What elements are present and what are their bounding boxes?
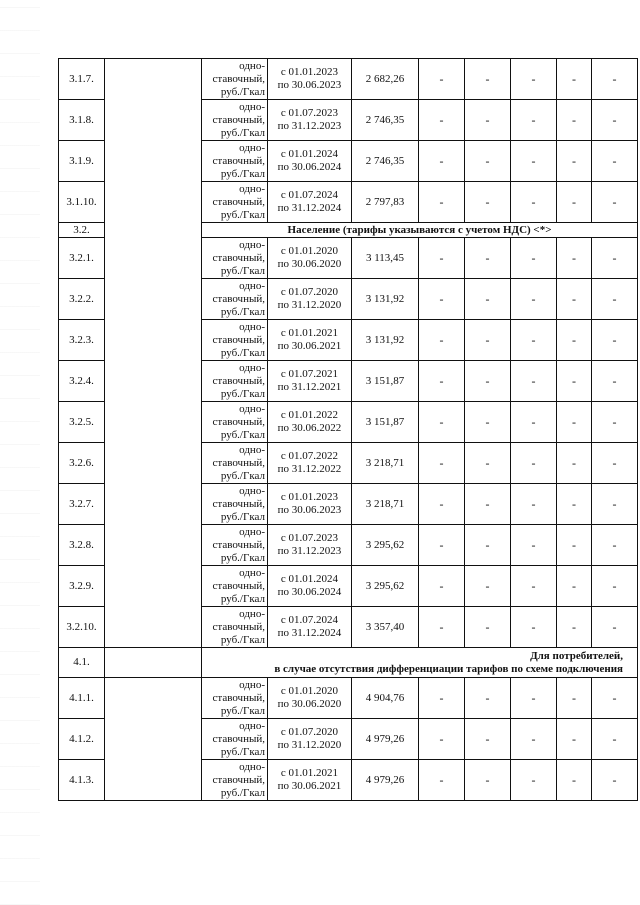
tariff-unit bbox=[202, 320, 268, 361]
unit-line: одно- bbox=[239, 402, 265, 415]
tariff-unit bbox=[202, 760, 268, 801]
row-number: 3.2.4. bbox=[59, 361, 105, 402]
empty-dash-cell: - bbox=[592, 484, 638, 525]
unit-line: одно- bbox=[239, 760, 265, 773]
row-number: 3.2.2. bbox=[59, 279, 105, 320]
period-end: по 30.06.2023 bbox=[277, 79, 342, 91]
period-start: с 01.01.2023 bbox=[280, 491, 339, 503]
unit-line: одно- bbox=[239, 279, 265, 292]
period-end: по 30.06.2023 bbox=[277, 504, 342, 516]
unit-line: одно- bbox=[239, 100, 265, 113]
empty-dash-cell: - bbox=[511, 59, 557, 100]
empty-dash-cell: - bbox=[419, 678, 465, 719]
tariff-value: 3 218,71 bbox=[352, 443, 419, 484]
unit-line: одно- bbox=[239, 361, 265, 374]
period-end: по 30.06.2024 bbox=[277, 586, 342, 598]
empty-dash-cell: - bbox=[511, 402, 557, 443]
empty-dash-cell: - bbox=[557, 59, 592, 100]
empty-dash-cell: - bbox=[465, 402, 511, 443]
empty-dash-cell: - bbox=[511, 484, 557, 525]
empty-dash-cell: - bbox=[557, 607, 592, 648]
empty-dash-cell: - bbox=[592, 141, 638, 182]
row-number: 3.2.9. bbox=[59, 566, 105, 607]
unit-line: ставочный, bbox=[212, 497, 265, 510]
tariff-value: 3 113,45 bbox=[352, 238, 419, 279]
tariff-period bbox=[268, 719, 352, 760]
empty-dash-cell: - bbox=[557, 279, 592, 320]
period-end: по 30.06.2024 bbox=[277, 161, 342, 173]
empty-dash-cell: - bbox=[511, 719, 557, 760]
empty-dash-cell: - bbox=[511, 678, 557, 719]
table-row bbox=[59, 678, 638, 719]
unit-line: руб./Гкал bbox=[220, 633, 265, 646]
period-start: с 01.01.2022 bbox=[280, 409, 339, 421]
tariff-unit bbox=[202, 678, 268, 719]
empty-dash-cell: - bbox=[419, 238, 465, 279]
tariff-value: 3 218,71 bbox=[352, 484, 419, 525]
tariff-period bbox=[268, 607, 352, 648]
empty-dash-cell: - bbox=[465, 566, 511, 607]
unit-line: ставочный, bbox=[212, 620, 265, 633]
tariff-period bbox=[268, 678, 352, 719]
section-title bbox=[202, 648, 638, 678]
tariff-value: 3 357,40 bbox=[352, 607, 419, 648]
unit-line: руб./Гкал bbox=[220, 305, 265, 318]
tariff-unit bbox=[202, 443, 268, 484]
empty-dash-cell: - bbox=[511, 607, 557, 648]
empty-dash-cell: - bbox=[557, 402, 592, 443]
unit-line: одно- bbox=[239, 719, 265, 732]
unit-line: руб./Гкал bbox=[220, 592, 265, 605]
unit-line: руб./Гкал bbox=[220, 126, 265, 139]
empty-dash-cell: - bbox=[465, 320, 511, 361]
empty-dash-cell: - bbox=[557, 320, 592, 361]
empty-dash-cell: - bbox=[557, 525, 592, 566]
tariff-period bbox=[268, 100, 352, 141]
table-row bbox=[59, 59, 638, 100]
tariff-value: 3 151,87 bbox=[352, 361, 419, 402]
period-end: по 31.12.2020 bbox=[277, 299, 342, 311]
empty-dash-cell: - bbox=[465, 182, 511, 223]
unit-line: ставочный, bbox=[212, 154, 265, 167]
unit-line: одно- bbox=[239, 238, 265, 251]
empty-dash-cell: - bbox=[419, 141, 465, 182]
unit-line: одно- bbox=[239, 484, 265, 497]
blank-cell bbox=[105, 648, 202, 678]
unit-line: руб./Гкал bbox=[220, 469, 265, 482]
empty-dash-cell: - bbox=[465, 100, 511, 141]
period-start: с 01.01.2020 bbox=[280, 685, 339, 697]
empty-dash-cell: - bbox=[511, 279, 557, 320]
tariff-unit bbox=[202, 566, 268, 607]
row-number: 3.2.10. bbox=[59, 607, 105, 648]
tariff-value: 3 131,92 bbox=[352, 279, 419, 320]
empty-dash-cell: - bbox=[511, 525, 557, 566]
unit-line: ставочный, bbox=[212, 292, 265, 305]
period-start: с 01.07.2023 bbox=[280, 532, 339, 544]
period-end: по 31.12.2020 bbox=[277, 739, 342, 751]
tariff-value: 3 295,62 bbox=[352, 566, 419, 607]
empty-dash-cell: - bbox=[419, 484, 465, 525]
empty-dash-cell: - bbox=[592, 760, 638, 801]
unit-line: ставочный, bbox=[212, 333, 265, 346]
unit-line: ставочный, bbox=[212, 374, 265, 387]
empty-dash-cell: - bbox=[419, 59, 465, 100]
tariff-unit bbox=[202, 238, 268, 279]
tariff-period bbox=[268, 484, 352, 525]
tariff-period bbox=[268, 525, 352, 566]
unit-line: ставочный, bbox=[212, 538, 265, 551]
unit-line: руб./Гкал bbox=[220, 704, 265, 717]
empty-dash-cell: - bbox=[465, 238, 511, 279]
row-number: 3.1.8. bbox=[59, 100, 105, 141]
empty-dash-cell: - bbox=[592, 719, 638, 760]
empty-dash-cell: - bbox=[592, 238, 638, 279]
tariff-value: 2 746,35 bbox=[352, 141, 419, 182]
empty-dash-cell: - bbox=[592, 678, 638, 719]
tariff-period bbox=[268, 361, 352, 402]
empty-dash-cell: - bbox=[592, 525, 638, 566]
empty-dash-cell: - bbox=[465, 59, 511, 100]
empty-dash-cell: - bbox=[592, 361, 638, 402]
tariff-period bbox=[268, 182, 352, 223]
empty-dash-cell: - bbox=[419, 100, 465, 141]
tariff-value: 2 682,26 bbox=[352, 59, 419, 100]
tariff-unit bbox=[202, 59, 268, 100]
period-end: по 31.12.2023 bbox=[277, 545, 342, 557]
unit-line: ставочный, bbox=[212, 251, 265, 264]
empty-dash-cell: - bbox=[465, 525, 511, 566]
empty-dash-cell: - bbox=[592, 607, 638, 648]
unit-line: руб./Гкал bbox=[220, 745, 265, 758]
section-title-line: Для потребителей, bbox=[530, 649, 623, 662]
tariff-unit bbox=[202, 719, 268, 760]
row-number: 4.1.1. bbox=[59, 678, 105, 719]
unit-line: одно- bbox=[239, 443, 265, 456]
row-number: 3.2.1. bbox=[59, 238, 105, 279]
empty-dash-cell: - bbox=[511, 182, 557, 223]
empty-dash-cell: - bbox=[557, 566, 592, 607]
tariff-unit bbox=[202, 141, 268, 182]
tariff-unit bbox=[202, 607, 268, 648]
empty-dash-cell: - bbox=[419, 279, 465, 320]
period-start: с 01.07.2024 bbox=[280, 189, 339, 201]
empty-dash-cell: - bbox=[511, 566, 557, 607]
tariff-period bbox=[268, 59, 352, 100]
empty-dash-cell: - bbox=[511, 100, 557, 141]
period-start: с 01.01.2023 bbox=[280, 66, 339, 78]
empty-dash-cell: - bbox=[557, 182, 592, 223]
period-start: с 01.07.2024 bbox=[280, 614, 339, 626]
unit-line: одно- bbox=[239, 525, 265, 538]
period-start: с 01.07.2020 bbox=[280, 286, 339, 298]
period-start: с 01.07.2023 bbox=[280, 107, 339, 119]
tariff-unit bbox=[202, 100, 268, 141]
period-end: по 31.12.2023 bbox=[277, 120, 342, 132]
period-end: по 31.12.2024 bbox=[277, 627, 342, 639]
unit-line: руб./Гкал bbox=[220, 551, 265, 564]
empty-dash-cell: - bbox=[511, 141, 557, 182]
empty-dash-cell: - bbox=[419, 607, 465, 648]
empty-dash-cell: - bbox=[592, 320, 638, 361]
unit-line: одно- bbox=[239, 141, 265, 154]
empty-dash-cell: - bbox=[465, 361, 511, 402]
empty-dash-cell: - bbox=[465, 484, 511, 525]
unit-line: руб./Гкал bbox=[220, 510, 265, 523]
empty-dash-cell: - bbox=[465, 678, 511, 719]
section-header-row bbox=[59, 648, 638, 678]
empty-dash-cell: - bbox=[592, 279, 638, 320]
empty-dash-cell: - bbox=[465, 760, 511, 801]
tariff-unit bbox=[202, 361, 268, 402]
row-number: 3.2.8. bbox=[59, 525, 105, 566]
tariff-unit bbox=[202, 484, 268, 525]
empty-dash-cell: - bbox=[511, 320, 557, 361]
period-start: с 01.01.2021 bbox=[280, 767, 339, 779]
row-number: 3.2.3. bbox=[59, 320, 105, 361]
empty-dash-cell: - bbox=[419, 525, 465, 566]
unit-line: одно- bbox=[239, 678, 265, 691]
empty-dash-cell: - bbox=[419, 182, 465, 223]
empty-dash-cell: - bbox=[511, 361, 557, 402]
tariff-table bbox=[58, 58, 638, 801]
unit-line: ставочный, bbox=[212, 456, 265, 469]
scan-edge bbox=[0, 0, 40, 905]
unit-line: руб./Гкал bbox=[220, 167, 265, 180]
period-start: с 01.01.2024 bbox=[280, 148, 339, 160]
row-number: 3.2.7. bbox=[59, 484, 105, 525]
empty-dash-cell: - bbox=[557, 141, 592, 182]
empty-dash-cell: - bbox=[557, 678, 592, 719]
empty-dash-cell: - bbox=[592, 443, 638, 484]
empty-dash-cell: - bbox=[511, 238, 557, 279]
period-start: с 01.01.2020 bbox=[280, 245, 339, 257]
tariff-unit bbox=[202, 525, 268, 566]
tariff-unit bbox=[202, 402, 268, 443]
section-title: Население (тарифы указываются с учетом НДС) <*> bbox=[202, 223, 638, 238]
empty-dash-cell: - bbox=[557, 443, 592, 484]
empty-dash-cell: - bbox=[592, 100, 638, 141]
unit-line: руб./Гкал bbox=[220, 264, 265, 277]
tariff-value: 3 131,92 bbox=[352, 320, 419, 361]
merged-blank-cell bbox=[105, 59, 202, 648]
tariff-period bbox=[268, 279, 352, 320]
empty-dash-cell: - bbox=[557, 361, 592, 402]
period-end: по 31.12.2021 bbox=[277, 381, 342, 393]
unit-line: руб./Гкал bbox=[220, 387, 265, 400]
tariff-value: 2 746,35 bbox=[352, 100, 419, 141]
unit-line: ставочный, bbox=[212, 415, 265, 428]
tariff-period bbox=[268, 402, 352, 443]
unit-line: ставочный, bbox=[212, 691, 265, 704]
empty-dash-cell: - bbox=[557, 760, 592, 801]
tariff-value: 4 979,26 bbox=[352, 719, 419, 760]
row-number: 3.2.5. bbox=[59, 402, 105, 443]
tariff-value: 4 904,76 bbox=[352, 678, 419, 719]
empty-dash-cell: - bbox=[557, 100, 592, 141]
unit-line: одно- bbox=[239, 607, 265, 620]
period-end: по 30.06.2021 bbox=[277, 780, 342, 792]
empty-dash-cell: - bbox=[557, 719, 592, 760]
unit-line: одно- bbox=[239, 182, 265, 195]
unit-line: ставочный, bbox=[212, 113, 265, 126]
tariff-period bbox=[268, 760, 352, 801]
tariff-period bbox=[268, 141, 352, 182]
unit-line: одно- bbox=[239, 566, 265, 579]
period-end: по 31.12.2024 bbox=[277, 202, 342, 214]
period-end: по 30.06.2022 bbox=[277, 422, 342, 434]
period-start: с 01.07.2021 bbox=[280, 368, 339, 380]
tariff-period bbox=[268, 443, 352, 484]
empty-dash-cell: - bbox=[557, 484, 592, 525]
empty-dash-cell: - bbox=[592, 402, 638, 443]
unit-line: ставочный, bbox=[212, 72, 265, 85]
empty-dash-cell: - bbox=[419, 760, 465, 801]
row-number: 3.1.10. bbox=[59, 182, 105, 223]
unit-line: руб./Гкал bbox=[220, 786, 265, 799]
row-number: 4.1.3. bbox=[59, 760, 105, 801]
unit-line: ставочный, bbox=[212, 195, 265, 208]
row-number: 3.1.7. bbox=[59, 59, 105, 100]
period-end: по 31.12.2022 bbox=[277, 463, 342, 475]
merged-blank-cell bbox=[105, 678, 202, 801]
section-number: 4.1. bbox=[59, 648, 105, 678]
empty-dash-cell: - bbox=[419, 719, 465, 760]
unit-line: одно- bbox=[239, 320, 265, 333]
empty-dash-cell: - bbox=[419, 402, 465, 443]
period-start: с 01.01.2021 bbox=[280, 327, 339, 339]
period-end: по 30.06.2020 bbox=[277, 258, 342, 270]
unit-line: ставочный, bbox=[212, 579, 265, 592]
empty-dash-cell: - bbox=[465, 607, 511, 648]
tariff-unit bbox=[202, 279, 268, 320]
period-end: по 30.06.2020 bbox=[277, 698, 342, 710]
section-title-line: в случае отсутствия дифференциации тарифов по схеме подключения bbox=[274, 662, 623, 675]
unit-line: руб./Гкал bbox=[220, 346, 265, 359]
unit-line: одно- bbox=[239, 59, 265, 72]
period-start: с 01.07.2020 bbox=[280, 726, 339, 738]
unit-line: ставочный, bbox=[212, 773, 265, 786]
period-start: с 01.07.2022 bbox=[280, 450, 339, 462]
section-number: 3.2. bbox=[59, 223, 105, 238]
empty-dash-cell: - bbox=[511, 760, 557, 801]
empty-dash-cell: - bbox=[419, 443, 465, 484]
empty-dash-cell: - bbox=[465, 443, 511, 484]
tariff-unit bbox=[202, 182, 268, 223]
empty-dash-cell: - bbox=[419, 566, 465, 607]
empty-dash-cell: - bbox=[557, 238, 592, 279]
empty-dash-cell: - bbox=[592, 59, 638, 100]
row-number: 3.2.6. bbox=[59, 443, 105, 484]
period-end: по 30.06.2021 bbox=[277, 340, 342, 352]
empty-dash-cell: - bbox=[419, 361, 465, 402]
period-start: с 01.01.2024 bbox=[280, 573, 339, 585]
empty-dash-cell: - bbox=[465, 719, 511, 760]
empty-dash-cell: - bbox=[465, 279, 511, 320]
empty-dash-cell: - bbox=[592, 182, 638, 223]
tariff-period bbox=[268, 238, 352, 279]
unit-line: руб./Гкал bbox=[220, 85, 265, 98]
tariff-value: 2 797,83 bbox=[352, 182, 419, 223]
unit-line: руб./Гкал bbox=[220, 428, 265, 441]
tariff-period bbox=[268, 320, 352, 361]
tariff-value: 3 151,87 bbox=[352, 402, 419, 443]
row-number: 4.1.2. bbox=[59, 719, 105, 760]
empty-dash-cell: - bbox=[592, 566, 638, 607]
empty-dash-cell: - bbox=[511, 443, 557, 484]
tariff-period bbox=[268, 566, 352, 607]
unit-line: ставочный, bbox=[212, 732, 265, 745]
empty-dash-cell: - bbox=[419, 320, 465, 361]
empty-dash-cell: - bbox=[465, 141, 511, 182]
unit-line: руб./Гкал bbox=[220, 208, 265, 221]
tariff-value: 4 979,26 bbox=[352, 760, 419, 801]
tariff-value: 3 295,62 bbox=[352, 525, 419, 566]
row-number: 3.1.9. bbox=[59, 141, 105, 182]
